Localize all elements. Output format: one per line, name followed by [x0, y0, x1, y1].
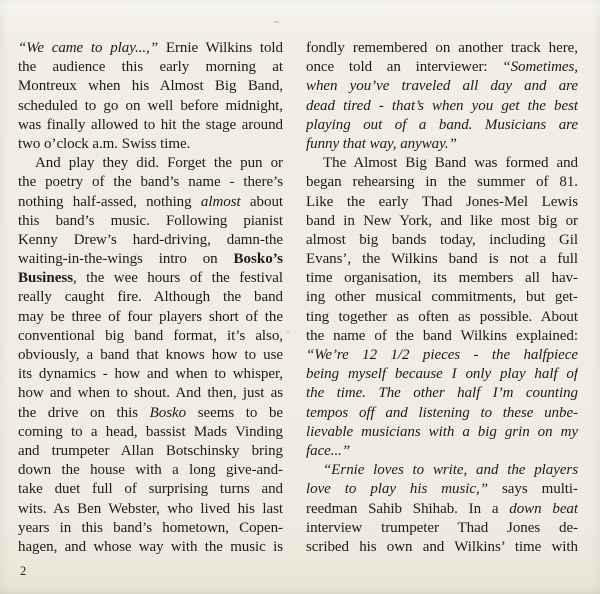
text-line	[306, 384, 578, 403]
text-segment: the poetry of the band’s name - there’s	[18, 174, 283, 191]
text-line	[18, 116, 283, 135]
text-segment: Bosko’s	[233, 251, 283, 268]
text-segment: “We came to play...,”	[18, 40, 159, 56]
text-segment: tempos off and listening to these unbe-	[306, 404, 578, 421]
text-line	[18, 500, 283, 519]
text-line	[18, 212, 283, 231]
text-segment: hagen, and whose way with the music is	[18, 538, 283, 555]
text-line	[306, 538, 578, 557]
text-segment: years in this band’s hometown, Copen-	[18, 519, 283, 536]
text-line	[18, 231, 283, 250]
text-line	[18, 58, 283, 77]
text-line	[306, 269, 578, 288]
text-segment: reedman Sahib Shihab. In a	[306, 500, 510, 517]
text-line	[306, 154, 578, 173]
text-line	[18, 193, 283, 212]
text-segment: down beat	[509, 500, 578, 517]
text-line	[18, 519, 283, 538]
text-line	[306, 193, 578, 212]
text-segment: Montreux when his Almost Big Band,	[18, 78, 283, 95]
text-segment: fondly remembered on another track here,	[306, 40, 578, 56]
text-line	[306, 404, 578, 423]
text-line	[18, 154, 283, 173]
text-segment: seems to be	[186, 404, 283, 421]
text-segment: Business	[18, 270, 74, 287]
text-segment: was finally allowed to hit the stage around	[18, 116, 283, 133]
text-line	[18, 77, 283, 96]
text-segment: Kenny Drew’s hard-driving, damn-the	[18, 231, 283, 248]
text-segment: playing out of a band. Musicians are	[306, 116, 578, 133]
text-line	[306, 58, 578, 77]
text-segment: nothing half-assed, nothing	[18, 193, 201, 210]
text-segment: , the wee hours of the festival	[73, 270, 283, 287]
text-segment: once told an interviewer:	[306, 59, 503, 76]
text-line	[18, 173, 283, 192]
text-line	[18, 97, 283, 116]
text-columns	[18, 39, 578, 557]
text-line	[18, 135, 283, 154]
text-segment: funny that way, anyway.”	[306, 135, 457, 152]
text-line	[18, 250, 283, 269]
text-segment: ing other musical commitments, but get-	[306, 289, 578, 306]
text-segment: conventional big band format, it’s also,	[18, 327, 283, 344]
text-line	[18, 423, 283, 442]
scan-speck	[274, 21, 279, 23]
text-segment: wits. As Ben Webster, who lived his last	[18, 500, 283, 517]
text-line	[18, 327, 283, 346]
text-column-left	[18, 39, 283, 557]
text-segment: scheduled to go on well before midnight,	[18, 97, 283, 114]
text-segment: obviously, a band that knows how to use	[18, 347, 283, 363]
text-line	[18, 346, 283, 365]
text-segment: “Sometimes,	[502, 59, 578, 76]
page-number: 2	[20, 564, 27, 578]
text-segment: its dynamics - how and when to whisper,	[18, 366, 283, 383]
text-segment: when you’ve traveled all day and are	[306, 78, 578, 95]
text-segment: began rehearsing in the summer of 81.	[306, 174, 578, 191]
text-segment: lievable musicians with a big grin on my	[306, 423, 578, 440]
text-line	[306, 39, 578, 58]
text-segment: dead tired - that’s when you get the best	[306, 97, 578, 114]
text-line	[306, 500, 578, 519]
text-line	[306, 346, 578, 365]
text-segment: the time. The other half I’m counting	[306, 385, 578, 402]
text-segment: face...”	[306, 442, 351, 459]
text-line	[306, 212, 578, 231]
text-segment: two o’clock a.m. Swiss time.	[18, 135, 191, 152]
text-line	[18, 269, 283, 288]
text-line	[18, 404, 283, 423]
text-line	[306, 135, 578, 154]
text-segment: love to play his music,”	[306, 481, 489, 498]
text-segment: band in New York, and like most big or	[306, 212, 578, 229]
text-segment: interview trumpeter Thad Jones de-	[306, 519, 578, 536]
text-line	[306, 97, 578, 116]
text-segment: says multi-	[488, 481, 578, 498]
text-segment: the name of the band Wilkins explained:	[306, 327, 578, 344]
text-line	[18, 442, 283, 461]
text-segment: “Ernie loves to write, and the players	[323, 462, 578, 479]
text-segment: Ernie Wilkins told	[158, 40, 283, 56]
text-segment: Bosko	[149, 404, 187, 421]
text-line	[18, 308, 283, 327]
text-segment: the audience this early morning at	[18, 59, 283, 76]
text-segment: the drive on this	[18, 404, 150, 421]
text-line	[18, 538, 283, 557]
text-line	[18, 288, 283, 307]
text-line	[306, 250, 578, 269]
text-line	[306, 116, 578, 135]
text-segment: this band’s music. Following pianist	[18, 212, 283, 229]
text-line	[306, 327, 578, 346]
text-line	[18, 365, 283, 384]
text-segment: Evans’, the Wilkins band is not a full	[306, 251, 578, 268]
text-line	[18, 461, 283, 480]
text-line	[306, 423, 578, 442]
text-segment: about	[240, 193, 283, 210]
text-line	[18, 384, 283, 403]
text-segment: The Almost Big Band was formed and	[323, 155, 578, 172]
text-line	[306, 480, 578, 499]
text-line	[306, 288, 578, 307]
text-segment: And play they did. Forget the pun or	[35, 155, 283, 172]
text-segment: and trumpeter Allan Botschinsky bring	[18, 442, 283, 459]
text-segment: time organisation, its members all hav-	[306, 270, 578, 287]
text-segment: “We’re 12 1/2 pieces - the halfpiece	[306, 347, 578, 363]
text-segment: down the house with a long give-and-	[18, 462, 283, 479]
text-line	[306, 442, 578, 461]
text-line	[306, 461, 578, 480]
text-line	[306, 519, 578, 538]
text-segment: Like the early Thad Jones-Mel Lewis	[306, 193, 578, 210]
text-line	[306, 173, 578, 192]
text-segment: almost big bands today, including Gil	[306, 231, 578, 248]
text-line	[306, 231, 578, 250]
text-segment: take duet full of surprising turns and	[18, 481, 283, 498]
text-segment: may be three of four players short of the	[18, 308, 283, 325]
text-line	[306, 365, 578, 384]
text-line	[18, 39, 283, 58]
text-line	[306, 77, 578, 96]
text-line	[306, 308, 578, 327]
text-segment: waiting-in-the-wings intro on	[18, 251, 234, 268]
text-column-right	[306, 39, 578, 557]
text-segment: scribed his own and Wilkins’ time with	[306, 538, 578, 555]
text-line	[18, 480, 283, 499]
text-segment: being myself because I only play half of	[306, 366, 578, 383]
text-segment: really caught fire. Although the band	[18, 289, 283, 306]
text-segment: ting together as often as possible. About	[306, 308, 578, 325]
text-segment: coming to a head, bassist Mads Vinding	[18, 423, 283, 440]
text-segment: almost	[200, 193, 241, 210]
text-segment: how and when to shout. And then, just as	[18, 385, 283, 402]
